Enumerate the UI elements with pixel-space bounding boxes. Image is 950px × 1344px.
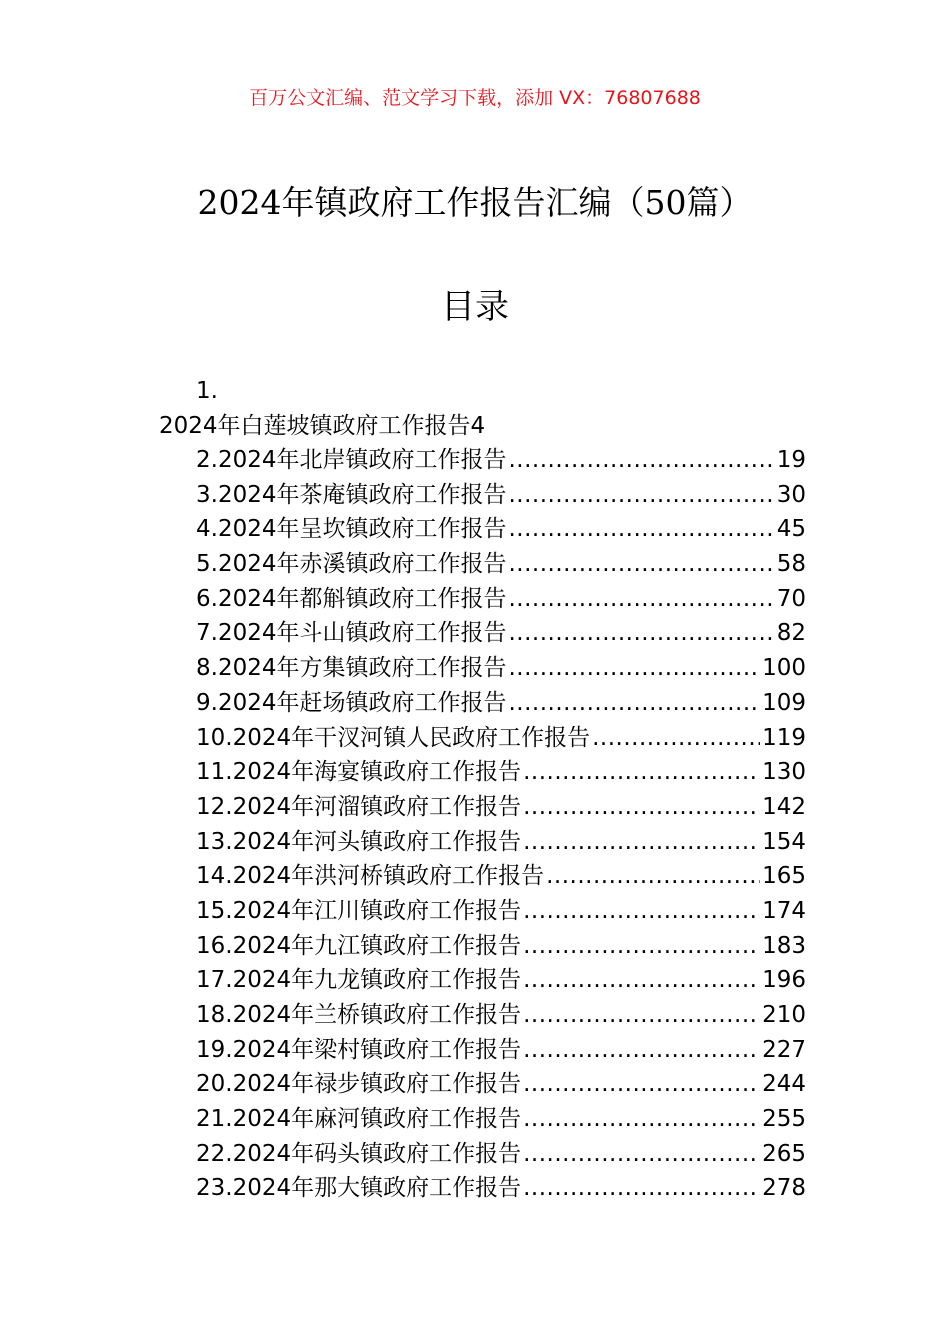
- toc-leader-dots: [508, 443, 774, 478]
- toc-entry-label: 7.2024年斗山镇政府工作报告: [196, 620, 507, 647]
- toc-heading: 目录: [441, 287, 509, 327]
- toc-entry-page: 227: [762, 1036, 806, 1063]
- toc-entry-page: 265: [762, 1140, 806, 1167]
- toc-entry-1-title: 2024年白莲坡镇政府工作报告: [159, 413, 471, 439]
- toc-entry[interactable]: [196, 547, 806, 582]
- toc-entry[interactable]: [196, 478, 806, 513]
- toc-entry[interactable]: [196, 616, 806, 651]
- toc-entry-label: 2.2024年北岸镇政府工作报告: [196, 447, 507, 473]
- toc-entry[interactable]: [196, 998, 806, 1033]
- toc-entry-label: 13.2024年河头镇政府工作报告: [196, 828, 522, 855]
- toc-leader-dots: [523, 825, 760, 860]
- toc-leader-dots: [523, 1102, 760, 1137]
- toc-entry[interactable]: [196, 686, 806, 721]
- toc-leader-dots: [508, 686, 760, 721]
- toc-entry-page: 45: [776, 516, 806, 543]
- toc-entry-page: 255: [762, 1106, 806, 1133]
- toc-entry-1-label[interactable]: [159, 409, 485, 443]
- toc-entry-1-number[interactable]: 1.: [196, 378, 218, 404]
- toc-entry-page: 130: [762, 759, 806, 786]
- toc-entry-1-page: 4: [470, 413, 486, 439]
- toc-entry-label: 22.2024年码头镇政府工作报告: [196, 1140, 522, 1167]
- toc-entry-label: 19.2024年梁村镇政府工作报告: [196, 1036, 522, 1063]
- toc-entry[interactable]: [196, 1033, 806, 1068]
- toc-entry-label: 10.2024年干汊河镇人民政府工作报告: [196, 724, 591, 751]
- toc-entry-label: 4.2024年呈坎镇政府工作报告: [196, 516, 507, 543]
- toc-leader-dots: [523, 998, 760, 1033]
- toc-leader-dots: [523, 1067, 760, 1102]
- document-title: 2024年镇政府工作报告汇编（50篇）: [197, 183, 753, 222]
- toc-entry-label: 3.2024年茶庵镇政府工作报告: [196, 481, 507, 508]
- toc-entry[interactable]: [196, 894, 806, 929]
- toc-entry-page: 278: [762, 1175, 806, 1202]
- toc-entry-label: 15.2024年江川镇政府工作报告: [196, 897, 522, 924]
- toc-leader-dots: [523, 1137, 760, 1172]
- toc-entry-page: 196: [762, 967, 806, 994]
- toc-leader-dots: [508, 512, 774, 547]
- toc-leader-dots: [508, 478, 774, 513]
- toc-entry-page: 109: [762, 689, 806, 716]
- toc-list: [196, 443, 806, 1206]
- toc-entry[interactable]: [196, 443, 806, 478]
- toc-entry-label: 6.2024年都斛镇政府工作报告: [196, 585, 507, 612]
- toc-entry[interactable]: [196, 512, 806, 547]
- toc-entry[interactable]: [196, 963, 806, 998]
- toc-entry-label: 20.2024年禄步镇政府工作报告: [196, 1071, 522, 1098]
- toc-entry-label: 14.2024年洪河桥镇政府工作报告: [196, 863, 545, 890]
- toc-entry-page: 30: [776, 481, 806, 508]
- toc-entry-label: 11.2024年海宴镇政府工作报告: [196, 759, 522, 786]
- toc-leader-dots: [523, 894, 760, 929]
- toc-entry[interactable]: [196, 1171, 806, 1206]
- toc-leader-dots: [546, 859, 760, 894]
- toc-entry-label: 18.2024年兰桥镇政府工作报告: [196, 1002, 522, 1028]
- toc-leader-dots: [523, 755, 760, 790]
- toc-leader-dots: [508, 616, 774, 651]
- toc-entry[interactable]: [196, 1137, 806, 1172]
- toc-entry[interactable]: [196, 929, 806, 964]
- toc-entry[interactable]: [196, 651, 806, 686]
- toc-entry-page: 210: [762, 1002, 806, 1028]
- download-banner: 百万公文汇编、范文学习下载，添加 VX：76807688: [249, 87, 701, 109]
- toc-leader-dots: [523, 1171, 760, 1206]
- toc-leader-dots: [508, 651, 760, 686]
- toc-entry[interactable]: [196, 755, 806, 790]
- toc-leader-dots: [523, 963, 760, 998]
- toc-entry[interactable]: [196, 825, 806, 860]
- toc-leader-dots: [508, 547, 774, 582]
- toc-entry-page: 244: [762, 1071, 806, 1098]
- toc-leader-dots: [523, 1033, 760, 1068]
- toc-leader-dots: [523, 929, 760, 964]
- toc-entry-page: 154: [762, 828, 806, 855]
- toc-entry-page: 100: [762, 655, 806, 682]
- toc-entry[interactable]: [196, 1102, 806, 1137]
- toc-entry-label: 23.2024年那大镇政府工作报告: [196, 1175, 522, 1202]
- toc-leader-dots: [592, 721, 760, 756]
- toc-entry-page: 58: [776, 551, 806, 578]
- toc-leader-dots: [523, 790, 760, 825]
- toc-entry-label: 5.2024年赤溪镇政府工作报告: [196, 551, 507, 578]
- toc-entry-page: 165: [762, 863, 806, 890]
- toc-entry-label: 12.2024年河溜镇政府工作报告: [196, 793, 522, 820]
- toc-entry-page: 142: [762, 793, 806, 820]
- toc-entry-page: 174: [762, 897, 806, 924]
- toc-entry-label: 16.2024年九江镇政府工作报告: [196, 932, 522, 959]
- toc-entry[interactable]: [196, 859, 806, 894]
- toc-entry[interactable]: [196, 790, 806, 825]
- toc-entry[interactable]: [196, 721, 806, 756]
- toc-entry-label: 21.2024年麻河镇政府工作报告: [196, 1106, 522, 1133]
- toc-entry-page: 19: [776, 447, 806, 473]
- toc-entry-label: 8.2024年方集镇政府工作报告: [196, 655, 507, 682]
- toc-entry-label: 17.2024年九龙镇政府工作报告: [196, 967, 522, 994]
- toc-entry-page: 119: [762, 724, 806, 751]
- toc-entry[interactable]: [196, 1067, 806, 1102]
- toc-leader-dots: [508, 582, 774, 617]
- toc-entry[interactable]: [196, 582, 806, 617]
- toc-entry-label: 9.2024年赶场镇政府工作报告: [196, 689, 507, 716]
- toc-entry-page: 70: [776, 585, 806, 612]
- toc-entry-page: 82: [776, 620, 806, 647]
- toc-entry-page: 183: [762, 932, 806, 959]
